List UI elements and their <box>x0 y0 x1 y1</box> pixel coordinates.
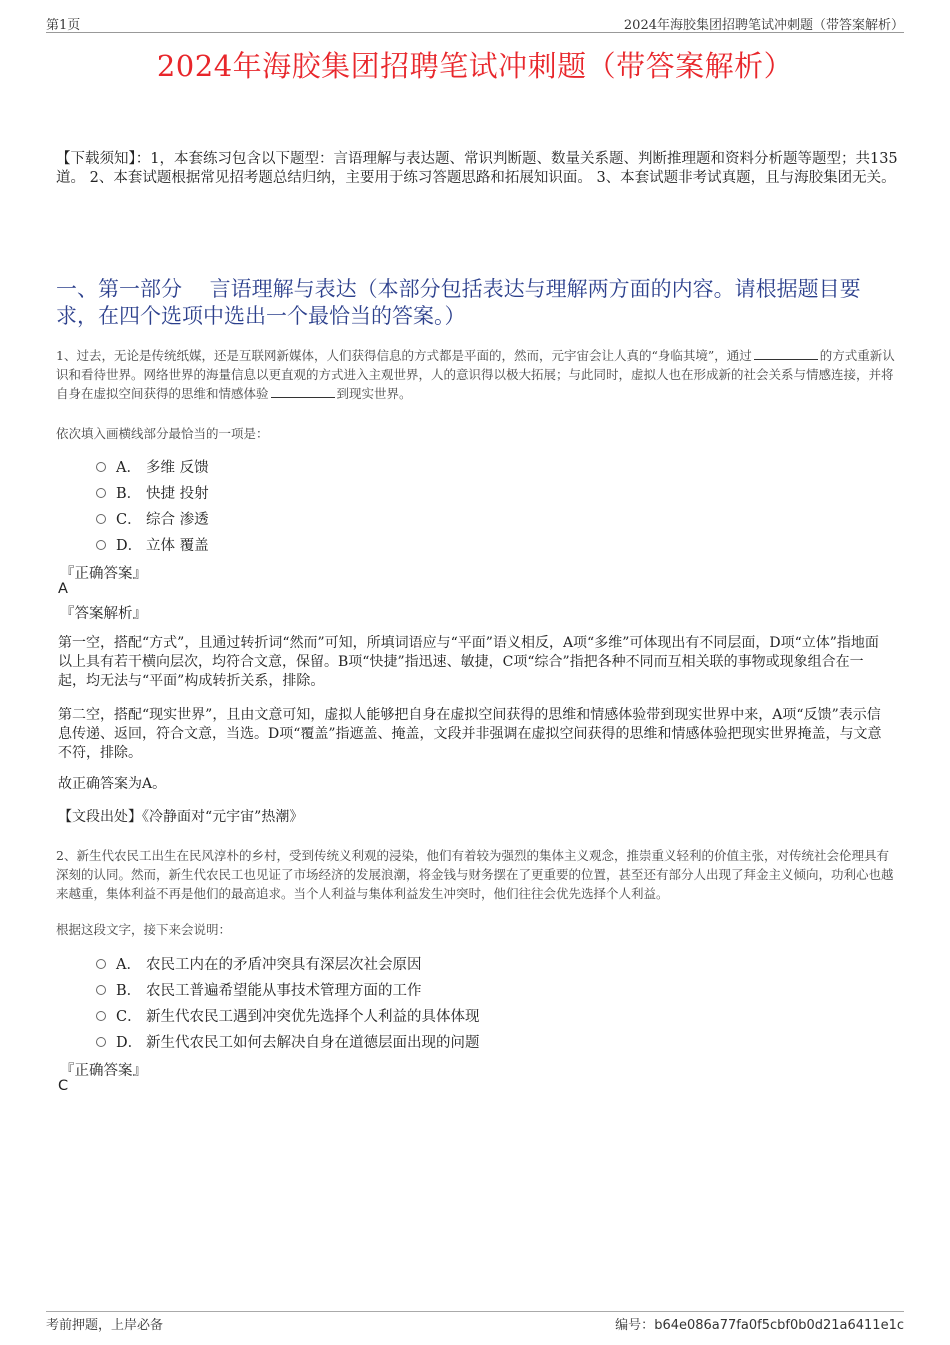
q2-option-b[interactable] <box>96 979 422 1001</box>
section-heading: 一、第一部分 言语理解与表达（本部分包括表达与理解两方面的内容。请根据题目要求，在四个选项中选出一个最恰当的答案。） <box>56 277 861 328</box>
footer-code-label: 编号： <box>615 1318 655 1333</box>
page-title: 2024年海胶集团招聘笔试冲刺题（带答案解析） <box>156 49 794 83</box>
radio-icon[interactable] <box>96 1037 106 1047</box>
q1-analysis-2: 第二空，搭配“现实世界”，且由文意可知，虚拟人能够把自身在虚拟空间获得的思维和情感体验带到现实世界中来，A项“反馈”表示信息传递、返回，符合文意，当选。D项“覆盖”指遮盖、掩盖，文段并非强调在虚拟空间获得的思维和情感体验把现实世界掩盖，与文意不符，排除。 <box>58 707 882 761</box>
option-text: 综合 渗透 <box>146 512 209 528</box>
question-1-text <box>56 346 898 403</box>
footer-code <box>615 1314 904 1333</box>
q1-answer: A <box>58 581 68 597</box>
option-letter: B． <box>116 486 142 502</box>
radio-icon[interactable] <box>96 488 106 498</box>
option-letter: A． <box>116 460 141 476</box>
radio-icon[interactable] <box>96 462 106 472</box>
q2-option-c[interactable] <box>96 1005 480 1027</box>
footer-slogan: 考前押题，上岸必备 <box>46 1318 164 1333</box>
q1-answer-label: 『正确答案』 <box>60 566 147 582</box>
q1-instruction: 依次填入画横线部分最恰当的一项是： <box>56 426 269 441</box>
option-text: 农民工内在的矛盾冲突具有深层次社会原因 <box>146 957 422 973</box>
q2-answer: C <box>58 1078 69 1094</box>
option-letter: D． <box>116 1035 143 1051</box>
option-text: 农民工普遍希望能从事技术管理方面的工作 <box>146 983 422 999</box>
fill-blank <box>271 385 335 398</box>
q1-analysis-label: 『答案解析』 <box>60 606 147 622</box>
option-text: 新生代农民工遇到冲突优先选择个人利益的具体体现 <box>146 1009 480 1025</box>
q1-analysis-1: 第一空，搭配“方式”，且通过转折词“然而”可知，所填词语应与“平面”语义相反，A项“多维”可体现出有不同层面，D项“立体”指地面以上具有若干横向层次，均符合文意，保留。B项“快捷”指迅速、敏捷，C项“综合”指把各种不同而互相关联的事物或现象组合在一起，均无法与“平面”构成转折关系，排除。 <box>58 635 879 689</box>
radio-icon[interactable] <box>96 985 106 995</box>
question-2-text: 2、新生代农民工出生在民风淳朴的乡村，受到传统义利观的浸染，他们有着较为强烈的集体主义观念，推崇重义轻利的价值主张，对传统社会伦理具有深刻的认同。然而，新生代农民工也见证了市场经济的发展浪潮，将金钱与财务摆在了更重要的位置，甚至还有部分人出现了拜金主义倾向，功利心也越来越重，集体利益不再是他们的最高追求。当个人利益与集体利益发生冲突时，他们往往会优先选择个人利益。 <box>56 848 894 901</box>
footer-divider <box>46 1311 904 1312</box>
q2-option-a[interactable] <box>96 953 422 975</box>
q1-source: 【文段出处】《冷静面对“元宇宙”热潮》 <box>58 809 304 825</box>
option-letter: C． <box>116 1009 142 1025</box>
option-letter: D． <box>116 538 143 554</box>
q1-text-part-a: 1、过去，无论是传统纸媒，还是互联网新媒体，人们获得信息的方式都是平面的，然而，元宇宙会让人真的“身临其境”，通过 <box>56 348 752 363</box>
q1-option-c[interactable] <box>96 508 209 530</box>
q1-option-b[interactable] <box>96 482 209 504</box>
fill-blank <box>754 347 818 360</box>
option-text: 立体 覆盖 <box>146 538 209 554</box>
radio-icon[interactable] <box>96 540 106 550</box>
header-doc-title: 2024年海胶集团招聘笔试冲刺题（带答案解析） <box>623 18 904 33</box>
header-divider <box>46 32 904 33</box>
q2-option-d[interactable] <box>96 1031 480 1053</box>
option-letter: C． <box>116 512 142 528</box>
download-notice: 【下载须知】：1，本套练习包含以下题型：言语理解与表达题、常识判断题、数量关系题、判断推理题和资料分析题等题型；共135道。 2、本套试题根据常见招考题总结归纳，主要用于练习答题思路和拓展知识面。 3、本套试题非考试真题，且与海胶集团无关。 <box>56 151 898 186</box>
q1-text-part-c: 到现实世界。 <box>336 386 412 401</box>
option-text: 新生代农民工如何去解决自身在道德层面出现的问题 <box>146 1035 480 1051</box>
radio-icon[interactable] <box>96 514 106 524</box>
q1-text-part-b: 的方式重新认识和看待世界。网络世界的海量信息以更直观的方式进入主观世界，人的意识得以极大拓展；与此同时，虚拟人也在形成新的社会关系与情感连接，并将自身在虚拟空间获得的思维和情感体验 <box>56 348 895 401</box>
footer-code-value: b64e086a77fa0f5cbf0b0d21a6411e1c <box>654 1318 904 1333</box>
q2-instruction: 根据这段文字，接下来会说明： <box>56 922 232 937</box>
q2-answer-label: 『正确答案』 <box>60 1063 147 1079</box>
q1-option-d[interactable] <box>96 534 209 556</box>
option-letter: B． <box>116 983 142 999</box>
radio-icon[interactable] <box>96 1011 106 1021</box>
option-letter: A． <box>116 957 141 973</box>
q1-conclusion: 故正确答案为A。 <box>58 776 167 792</box>
option-text: 多维 反馈 <box>146 460 209 476</box>
option-text: 快捷 投射 <box>146 486 209 502</box>
page-number: 第1页 <box>46 18 81 33</box>
radio-icon[interactable] <box>96 959 106 969</box>
q1-option-a[interactable] <box>96 456 209 478</box>
